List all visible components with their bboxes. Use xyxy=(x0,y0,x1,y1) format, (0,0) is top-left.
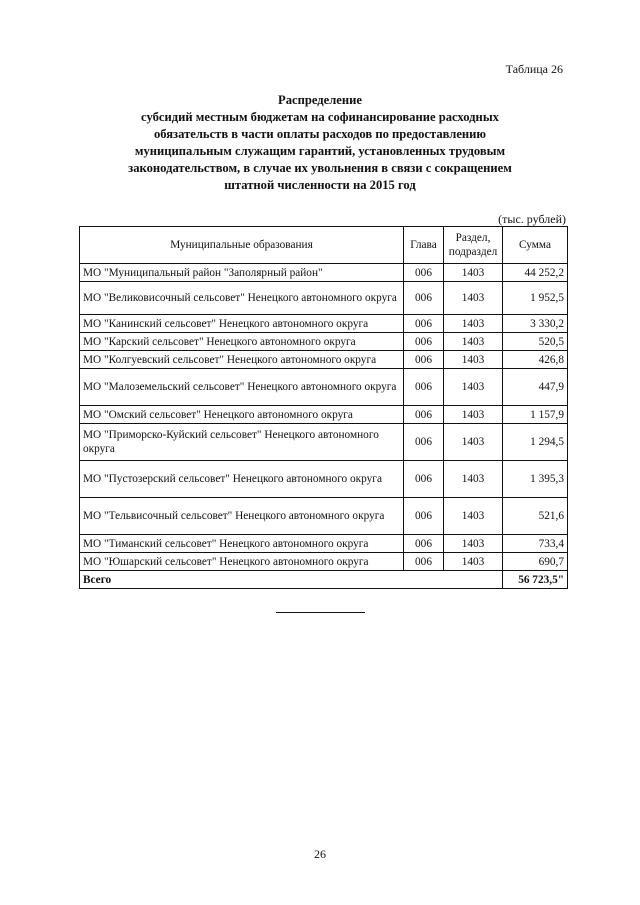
section-code: 1403 xyxy=(444,264,503,282)
column-header-section-line2: подраздел xyxy=(448,246,498,258)
table-row xyxy=(80,461,568,498)
sum-value: 44 252,2 xyxy=(503,264,568,282)
sum-value: 426,8 xyxy=(503,351,568,369)
title-line: штатной численности на 2015 год xyxy=(224,178,416,192)
municipality-name: МО "Пустозерский сельсовет" Ненецкого автономного округа xyxy=(80,461,404,498)
table-row xyxy=(80,264,568,282)
column-header-chapter: Глава xyxy=(404,227,444,264)
table-number: Таблица 26 xyxy=(505,62,563,76)
municipality-name: МО "Тельвисочный сельсовет" Ненецкого автономного округа xyxy=(80,498,404,535)
title-line: муниципальным служащим гарантий, установленных трудовым xyxy=(134,144,506,158)
sum-value: 733,4 xyxy=(503,535,568,553)
municipality-name: МО "Малоземельский сельсовет" Ненецкого автономного округа xyxy=(80,369,404,406)
chapter-code: 006 xyxy=(404,315,444,333)
sum-value: 1 952,5 xyxy=(503,282,568,315)
table-row xyxy=(80,351,568,369)
chapter-code: 006 xyxy=(404,406,444,424)
section-code: 1403 xyxy=(444,406,503,424)
total-sum: 56 723,5" xyxy=(503,571,568,589)
section-code: 1403 xyxy=(444,315,503,333)
municipality-name: МО "Юшарский сельсовет" Ненецкого автономного округа xyxy=(80,553,404,571)
section-code: 1403 xyxy=(444,351,503,369)
table-row xyxy=(80,282,568,315)
chapter-code: 006 xyxy=(404,264,444,282)
divider-line xyxy=(276,612,365,613)
table-row xyxy=(80,333,568,351)
table-row xyxy=(80,498,568,535)
chapter-code: 006 xyxy=(404,461,444,498)
section-code: 1403 xyxy=(444,553,503,571)
table-header-row xyxy=(80,227,568,264)
section-code: 1403 xyxy=(444,498,503,535)
sum-value: 1 294,5 xyxy=(503,424,568,461)
municipality-name: МО "Тиманский сельсовет" Ненецкого автономного округа xyxy=(80,535,404,553)
chapter-code: 006 xyxy=(404,351,444,369)
sum-value: 1 157,9 xyxy=(503,406,568,424)
section-code: 1403 xyxy=(444,369,503,406)
chapter-code: 006 xyxy=(404,498,444,535)
municipality-name: МО "Карский сельсовет" Ненецкого автономного округа xyxy=(80,333,404,351)
sum-value: 690,7 xyxy=(503,553,568,571)
municipality-name: МО "Канинский сельсовет" Ненецкого автономного округа xyxy=(80,315,404,333)
units-label: (тыс. рублей) xyxy=(498,212,566,226)
title-line: субсидий местным бюджетам на софинансирование расходных xyxy=(141,110,499,124)
column-header-sum: Сумма xyxy=(503,227,568,264)
title-line: Распределение xyxy=(278,93,362,107)
section-code: 1403 xyxy=(444,461,503,498)
municipality-name: МО "Муниципальный район "Заполярный район" xyxy=(80,264,404,282)
title-line: законодательством, в случае их увольнения в связи с сокращением xyxy=(128,161,512,175)
title-line: обязательств в части оплаты расходов по предоставлению xyxy=(153,127,487,141)
total-label: Всего xyxy=(80,571,503,589)
sum-value: 1 395,3 xyxy=(503,461,568,498)
chapter-code: 006 xyxy=(404,424,444,461)
table-row xyxy=(80,424,568,461)
municipality-name: МО "Приморско-Куйский сельсовет" Ненецкого автономного округа xyxy=(80,424,404,461)
column-header-section-line1: Раздел, xyxy=(455,232,491,244)
document-title xyxy=(70,92,570,194)
municipality-name: МО "Колгуевский сельсовет" Ненецкого автономного округа xyxy=(80,351,404,369)
page-number: 26 xyxy=(314,847,326,861)
municipality-name: МО "Омский сельсовет" Ненецкого автономного округа xyxy=(80,406,404,424)
table-row xyxy=(80,315,568,333)
sum-value: 3 330,2 xyxy=(503,315,568,333)
table-row xyxy=(80,553,568,571)
table-row xyxy=(80,535,568,553)
section-code: 1403 xyxy=(444,282,503,315)
sum-value: 521,6 xyxy=(503,498,568,535)
sum-value: 447,9 xyxy=(503,369,568,406)
chapter-code: 006 xyxy=(404,553,444,571)
chapter-code: 006 xyxy=(404,282,444,315)
chapter-code: 006 xyxy=(404,535,444,553)
table-row xyxy=(80,406,568,424)
table-row xyxy=(80,369,568,406)
section-code: 1403 xyxy=(444,424,503,461)
chapter-code: 006 xyxy=(404,333,444,351)
section-code: 1403 xyxy=(444,535,503,553)
column-header-name: Муниципальные образования xyxy=(80,227,404,264)
municipality-name: МО "Великовисочный сельсовет" Ненецкого автономного округа xyxy=(80,282,404,315)
sum-value: 520,5 xyxy=(503,333,568,351)
column-header-section xyxy=(444,227,503,264)
section-code: 1403 xyxy=(444,333,503,351)
subsidy-table xyxy=(79,226,568,589)
chapter-code: 006 xyxy=(404,369,444,406)
total-row xyxy=(80,571,568,589)
